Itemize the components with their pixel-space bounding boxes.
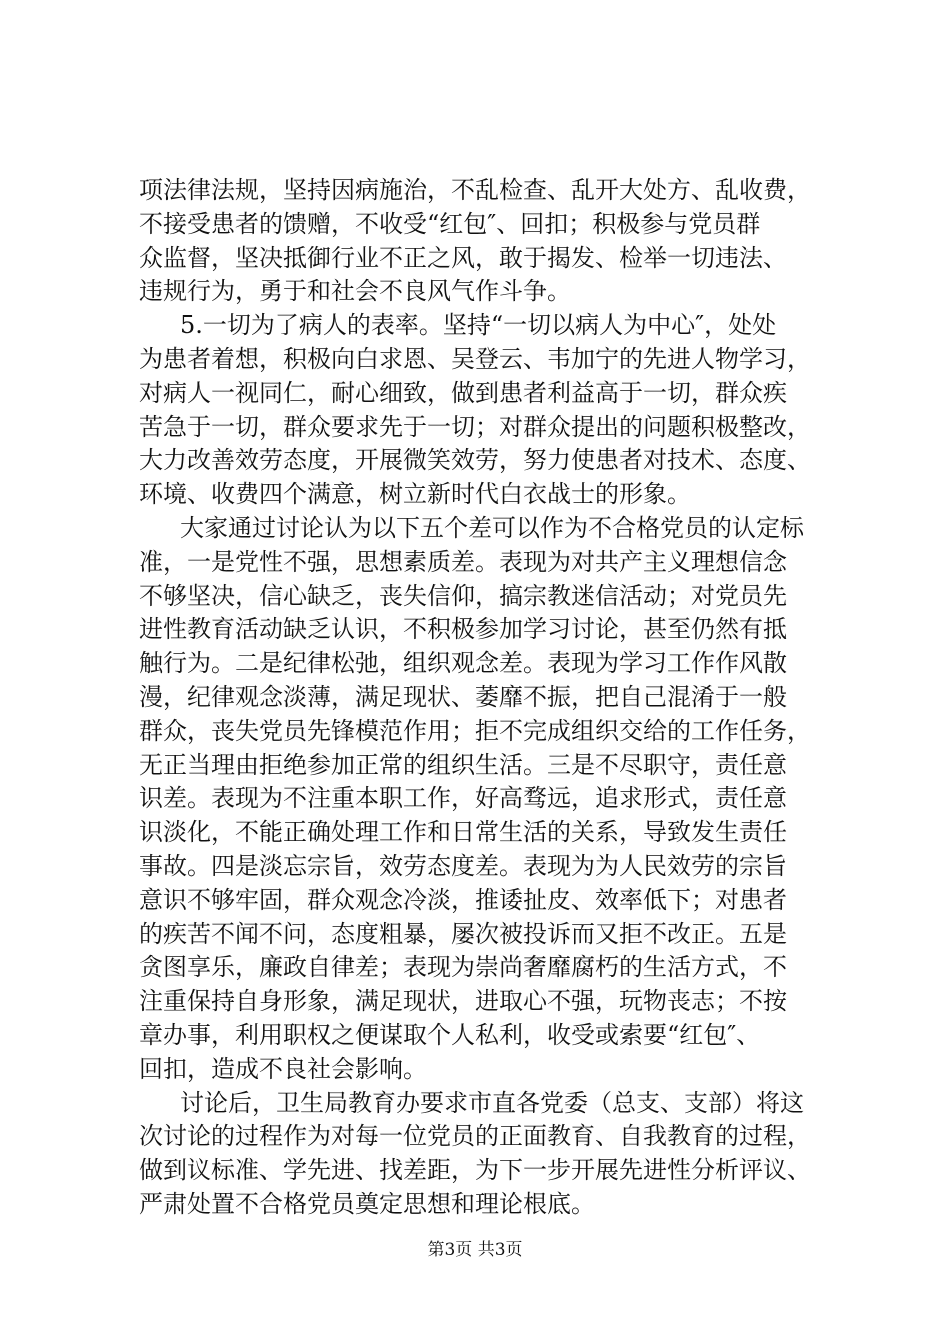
text-line: 的疾苦不闻不问，态度粗暴，屡次被投诉而又拒不改正。五是 — [139, 919, 787, 948]
text-line: 项法律法规，坚持因病施治，不乱检查、乱开大处方、乱收费， — [139, 176, 811, 204]
text-line: 章办事，利用职权之便谋取个人私利，收受或索要“红包″、 — [139, 1020, 761, 1049]
text-line: 识淡化，不能正确处理工作和日常生活的关系，导致发生责任 — [139, 818, 787, 847]
text-line: 无正当理由拒绝参加正常的组织生活。三是不尽职守，责任意 — [139, 750, 787, 779]
text-line: 严肃处置不合格党员奠定思想和理论根底。 — [139, 1189, 595, 1218]
text-line: 事故。四是淡忘宗旨，效劳态度差。表现为为人民效劳的宗旨 — [139, 851, 787, 880]
paragraph-first-line: 讨论后，卫生局教育办要求市直各党委（总支、支部）将这 — [180, 1088, 804, 1117]
text-line: 为患者着想，积极向白求恩、吴登云、韦加宁的先进人物学习， — [139, 344, 811, 373]
text-line: 进性教育活动缺乏认识，不积极参加学习讨论，甚至仍然有抵 — [139, 615, 787, 644]
paragraph-first-line: 5.一切为了病人的表率。坚持“一切以病人为中心″，处处 — [180, 311, 777, 340]
text-line: 贪图享乐，廉政自律差；表现为崇尚奢靡腐朽的生活方式，不 — [139, 953, 787, 982]
text-line: 对病人一视同仁，耐心细致，做到患者利益高于一切，群众疾 — [139, 378, 787, 407]
text-line: 环境、收费四个满意，树立新时代白衣战士的形象。 — [139, 480, 691, 509]
text-line: 做到议标准、学先进、找差距，为下一步开展先进性分析评议、 — [139, 1156, 811, 1185]
text-line: 大力改善效劳态度，开展微笑效劳，努力使患者对技术、态度、 — [139, 446, 811, 475]
text-line: 准，一是党性不强，思想素质差。表现为对共产主义理想信念 — [139, 547, 787, 576]
document-body — [139, 174, 849, 1222]
text-line: 众监督，坚决抵御行业不正之风，敢于揭发、检举一切违法、 — [139, 243, 787, 272]
text-line: 触行为。二是纪律松弛，组织观念差。表现为学习工作作风散 — [139, 649, 787, 678]
text-line: 群众，丧失党员先锋模范作用；拒不完成组织交给的工作任务， — [139, 716, 811, 745]
text-line: 注重保持自身形象，满足现状，进取心不强，玩物丧志；不按 — [139, 987, 787, 1016]
text-line: 不接受患者的馈赠，不收受“红包″、回扣；积极参与党员群 — [139, 209, 761, 238]
text-line: 苦急于一切，群众要求先于一切；对群众提出的问题积极整改， — [139, 412, 811, 441]
paragraph-first-line: 大家通过讨论认为以下五个差可以作为不合格党员的认定标 — [180, 513, 804, 542]
text-line: 次讨论的过程作为对每一位党员的正面教育、自我教育的过程， — [139, 1122, 811, 1151]
text-line: 回扣，造成不良社会影响。 — [139, 1054, 427, 1083]
text-line: 识差。表现为不注重本职工作，好高骛远，追求形式，责任意 — [139, 784, 787, 813]
text-line: 不够坚决，信心缺乏，丧失信仰，搞宗教迷信活动；对党员先 — [139, 581, 787, 610]
text-line: 漫，纪律观念淡薄，满足现状、萎靡不振，把自己混淆于一般 — [139, 682, 787, 711]
page-number-footer: 第3页 共3页 — [427, 1240, 523, 1260]
text-line: 意识不够牢固，群众观念冷淡，推诿扯皮、效率低下；对患者 — [139, 885, 787, 914]
text-line: 违规行为，勇于和社会不良风气作斗争。 — [139, 277, 571, 306]
